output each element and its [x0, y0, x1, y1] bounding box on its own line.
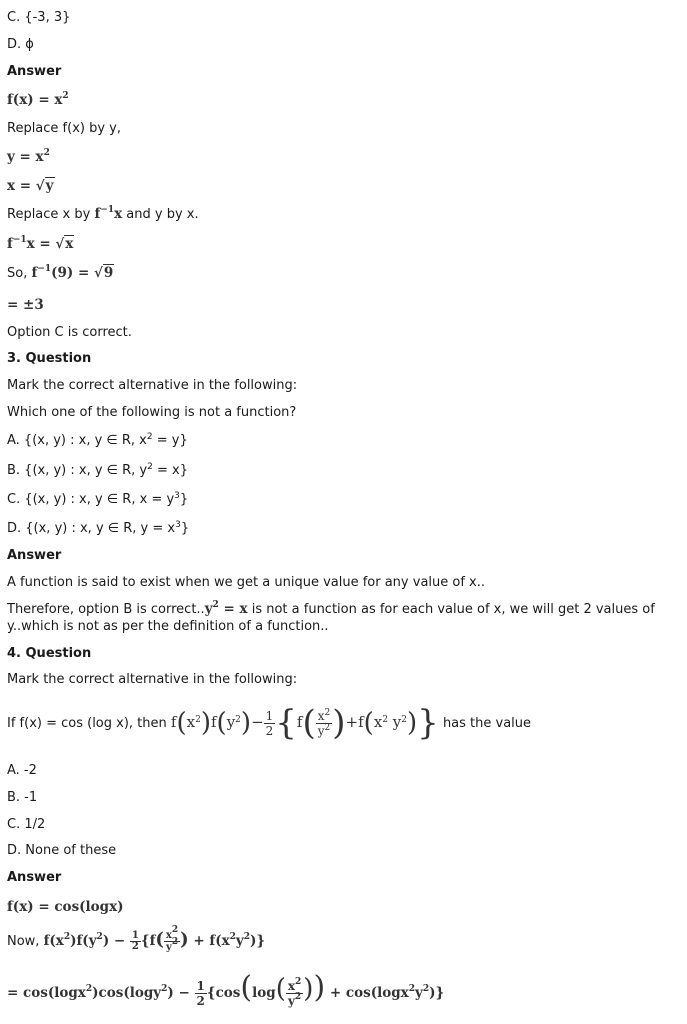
question-3-instruction: Mark the correct alternative in the following: [7, 378, 298, 393]
option-c [7, 492, 188, 508]
replace-x-post: and y by x. [126, 207, 199, 222]
math-now-expr: $f(x^2)f(y^2)$ − $\frac{1}{2}$ {f( $\frac{x^2}{y^2}$ ) + $f(x^2y^2)$} [43, 925, 266, 953]
opt-b-exp: 2 [147, 462, 153, 472]
option-c: C. {-3, 3} [7, 10, 71, 25]
math-finv-x-eq-sqrt-x: $f^{-1}x = √x$ [7, 235, 74, 252]
now-line [7, 927, 265, 955]
expl2-post: is not a function as for each value of x, we will get 2 values of y..which is not as per the definition of a function.. [7, 602, 655, 634]
math-fx-eq-x2: $f(x) = x^2$ [7, 91, 69, 108]
opt-d-tail: } [180, 521, 190, 536]
opt-c-tail: } [179, 492, 189, 507]
replace-fx-text: Replace f(x) by y, [7, 121, 122, 136]
opt-d-exp: 3 [175, 520, 181, 530]
option-b [7, 463, 188, 479]
now-label: Now, [7, 934, 40, 949]
option-d [7, 521, 189, 537]
opt-c-text: C. {(x, y) : x, y ∈ R, x = y [7, 492, 175, 507]
math-fx-cos-logx: f(x) = cos(logx) [7, 899, 124, 915]
explanation-1: A function is said to exist when we get a unique value for any value of x.. [7, 575, 486, 590]
expl2-pre: Therefore, option B is correct.. [7, 602, 205, 617]
answer-heading: Answer [7, 870, 62, 885]
conclusion-text: Option C is correct. [7, 325, 132, 340]
option-b: B. -1 [7, 790, 38, 805]
option-c: C. 1/2 [7, 817, 46, 832]
opt-d-text: D. {(x, y) : x, y ∈ R, y = x [7, 521, 176, 536]
opt-c-exp: 3 [174, 491, 180, 501]
question-3-heading: 3. Question [7, 351, 92, 366]
question-4-instruction: Mark the correct alternative in the following: [7, 672, 298, 687]
opt-b-tail: = x} [152, 463, 188, 478]
opt-a-text: A. {(x, y) : x, y ∈ R, x [7, 433, 147, 448]
math-finv-9: $f^{-1}(9) = √9$ [31, 264, 114, 281]
math-pm3: = ±3 [7, 297, 44, 313]
option-d: D. None of these [7, 843, 117, 858]
math-x-eq-sqrt-y: x = √y [7, 178, 54, 194]
question-4-prompt [7, 700, 531, 746]
option-a: A. -2 [7, 763, 37, 778]
replace-x-pre: Replace x by [7, 207, 91, 222]
math-finv-x: $f^{-1}x$ [94, 205, 123, 222]
math-y2-eq-x: $y^2 = x$ [204, 600, 248, 617]
so-line [7, 265, 114, 282]
math-y-eq-x2: $y = x^2$ [7, 148, 50, 165]
option-a [7, 433, 188, 449]
math-cos-expansion: = cos(logx$^2$)cos(logy$^2$) − $\frac{1}{2}$ {cos(log( $\frac{x^2}{y^2}$ )) + $\cos(\log x^2y^2)$} [7, 970, 445, 1008]
answer-heading: Answer [7, 64, 62, 79]
option-d: D. ϕ [7, 37, 34, 52]
question-4-heading: 4. Question [7, 646, 92, 661]
math-expression: $f(x^2)f(y^2)-$ $\frac{1}{2}$ {f( $\frac{x^2}{y^2}$ )$+f(x^2$ $y^2$)} [170, 703, 439, 743]
replace-x-text [7, 206, 199, 223]
opt-b-text: B. {(x, y) : x, y ∈ R, y [7, 463, 148, 478]
prompt-post: has the value [442, 716, 532, 731]
prompt-pre: If f(x) = cos (log x), then [7, 716, 167, 731]
explanation-2 [7, 601, 677, 635]
opt-a-exp: 2 [146, 432, 153, 442]
so-label: So, [7, 266, 28, 281]
answer-heading: Answer [7, 548, 62, 563]
question-3-prompt: Which one of the following is not a function? [7, 405, 297, 420]
opt-a-tail: = y} [152, 433, 188, 448]
